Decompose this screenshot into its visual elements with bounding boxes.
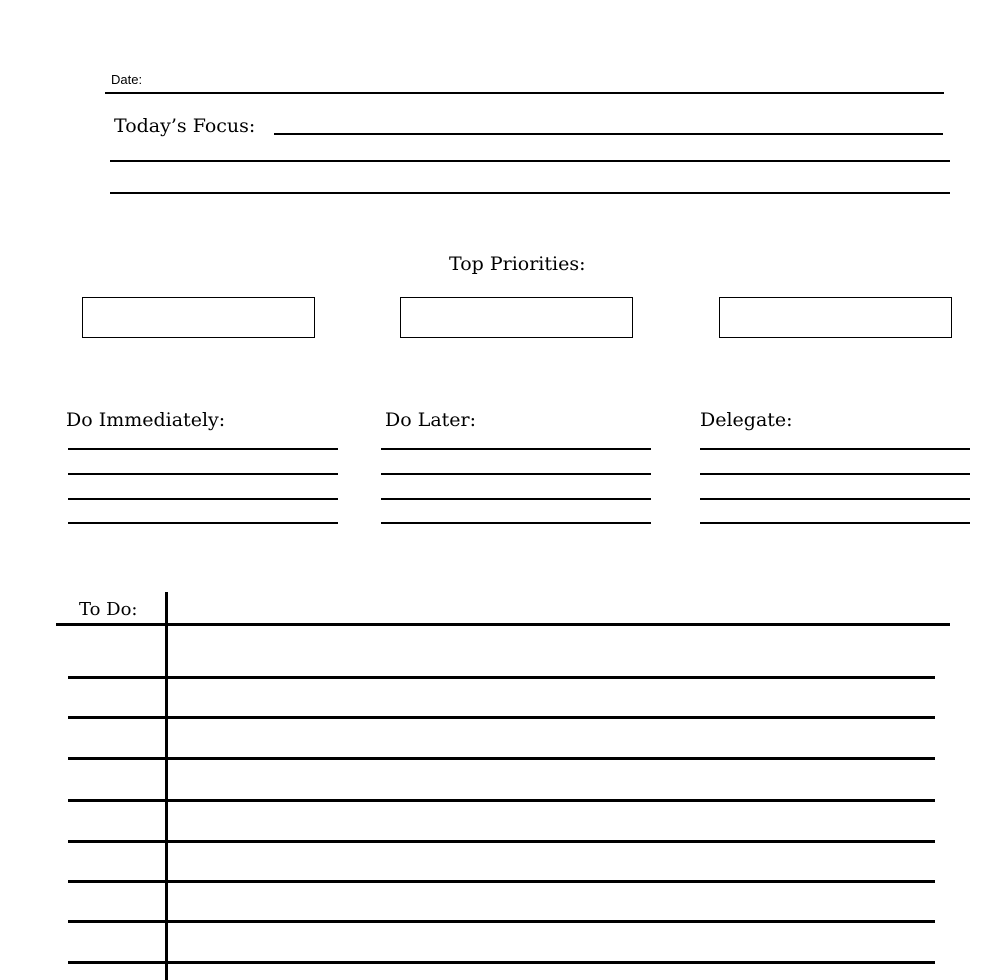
priority-box-2[interactable] xyxy=(400,297,633,338)
do-later-line[interactable] xyxy=(381,522,651,524)
todo-row-line[interactable] xyxy=(68,676,935,679)
todo-row-line[interactable] xyxy=(68,961,935,964)
do-later-label: Do Later: xyxy=(385,409,477,431)
do-immediately-line[interactable] xyxy=(68,522,338,524)
priorities-label: Top Priorities: xyxy=(449,253,586,275)
focus-label: Today’s Focus: xyxy=(114,115,256,137)
focus-line-2[interactable] xyxy=(110,160,950,162)
priority-box-3[interactable] xyxy=(719,297,952,338)
delegate-line[interactable] xyxy=(700,473,970,475)
todo-row-line[interactable] xyxy=(68,799,935,802)
do-immediately-line[interactable] xyxy=(68,448,338,450)
do-later-line[interactable] xyxy=(381,473,651,475)
date-line[interactable] xyxy=(105,92,944,94)
todo-row-line[interactable] xyxy=(68,920,935,923)
delegate-label: Delegate: xyxy=(700,409,793,431)
todo-row-line[interactable] xyxy=(68,880,935,883)
do-immediately-line[interactable] xyxy=(68,473,338,475)
date-label: Date: xyxy=(111,72,143,87)
delegate-line[interactable] xyxy=(700,498,970,500)
delegate-line[interactable] xyxy=(700,448,970,450)
todo-row-line[interactable] xyxy=(68,840,935,843)
do-immediately-label: Do Immediately: xyxy=(66,409,226,431)
do-later-line[interactable] xyxy=(381,498,651,500)
todo-header-line xyxy=(56,623,950,626)
do-immediately-line[interactable] xyxy=(68,498,338,500)
priority-box-1[interactable] xyxy=(82,297,315,338)
focus-line-1[interactable] xyxy=(274,133,943,135)
todo-label: To Do: xyxy=(79,599,138,620)
focus-line-3[interactable] xyxy=(110,192,950,194)
delegate-line[interactable] xyxy=(700,522,970,524)
todo-row-line[interactable] xyxy=(68,716,935,719)
todo-row-line[interactable] xyxy=(68,757,935,760)
do-later-line[interactable] xyxy=(381,448,651,450)
